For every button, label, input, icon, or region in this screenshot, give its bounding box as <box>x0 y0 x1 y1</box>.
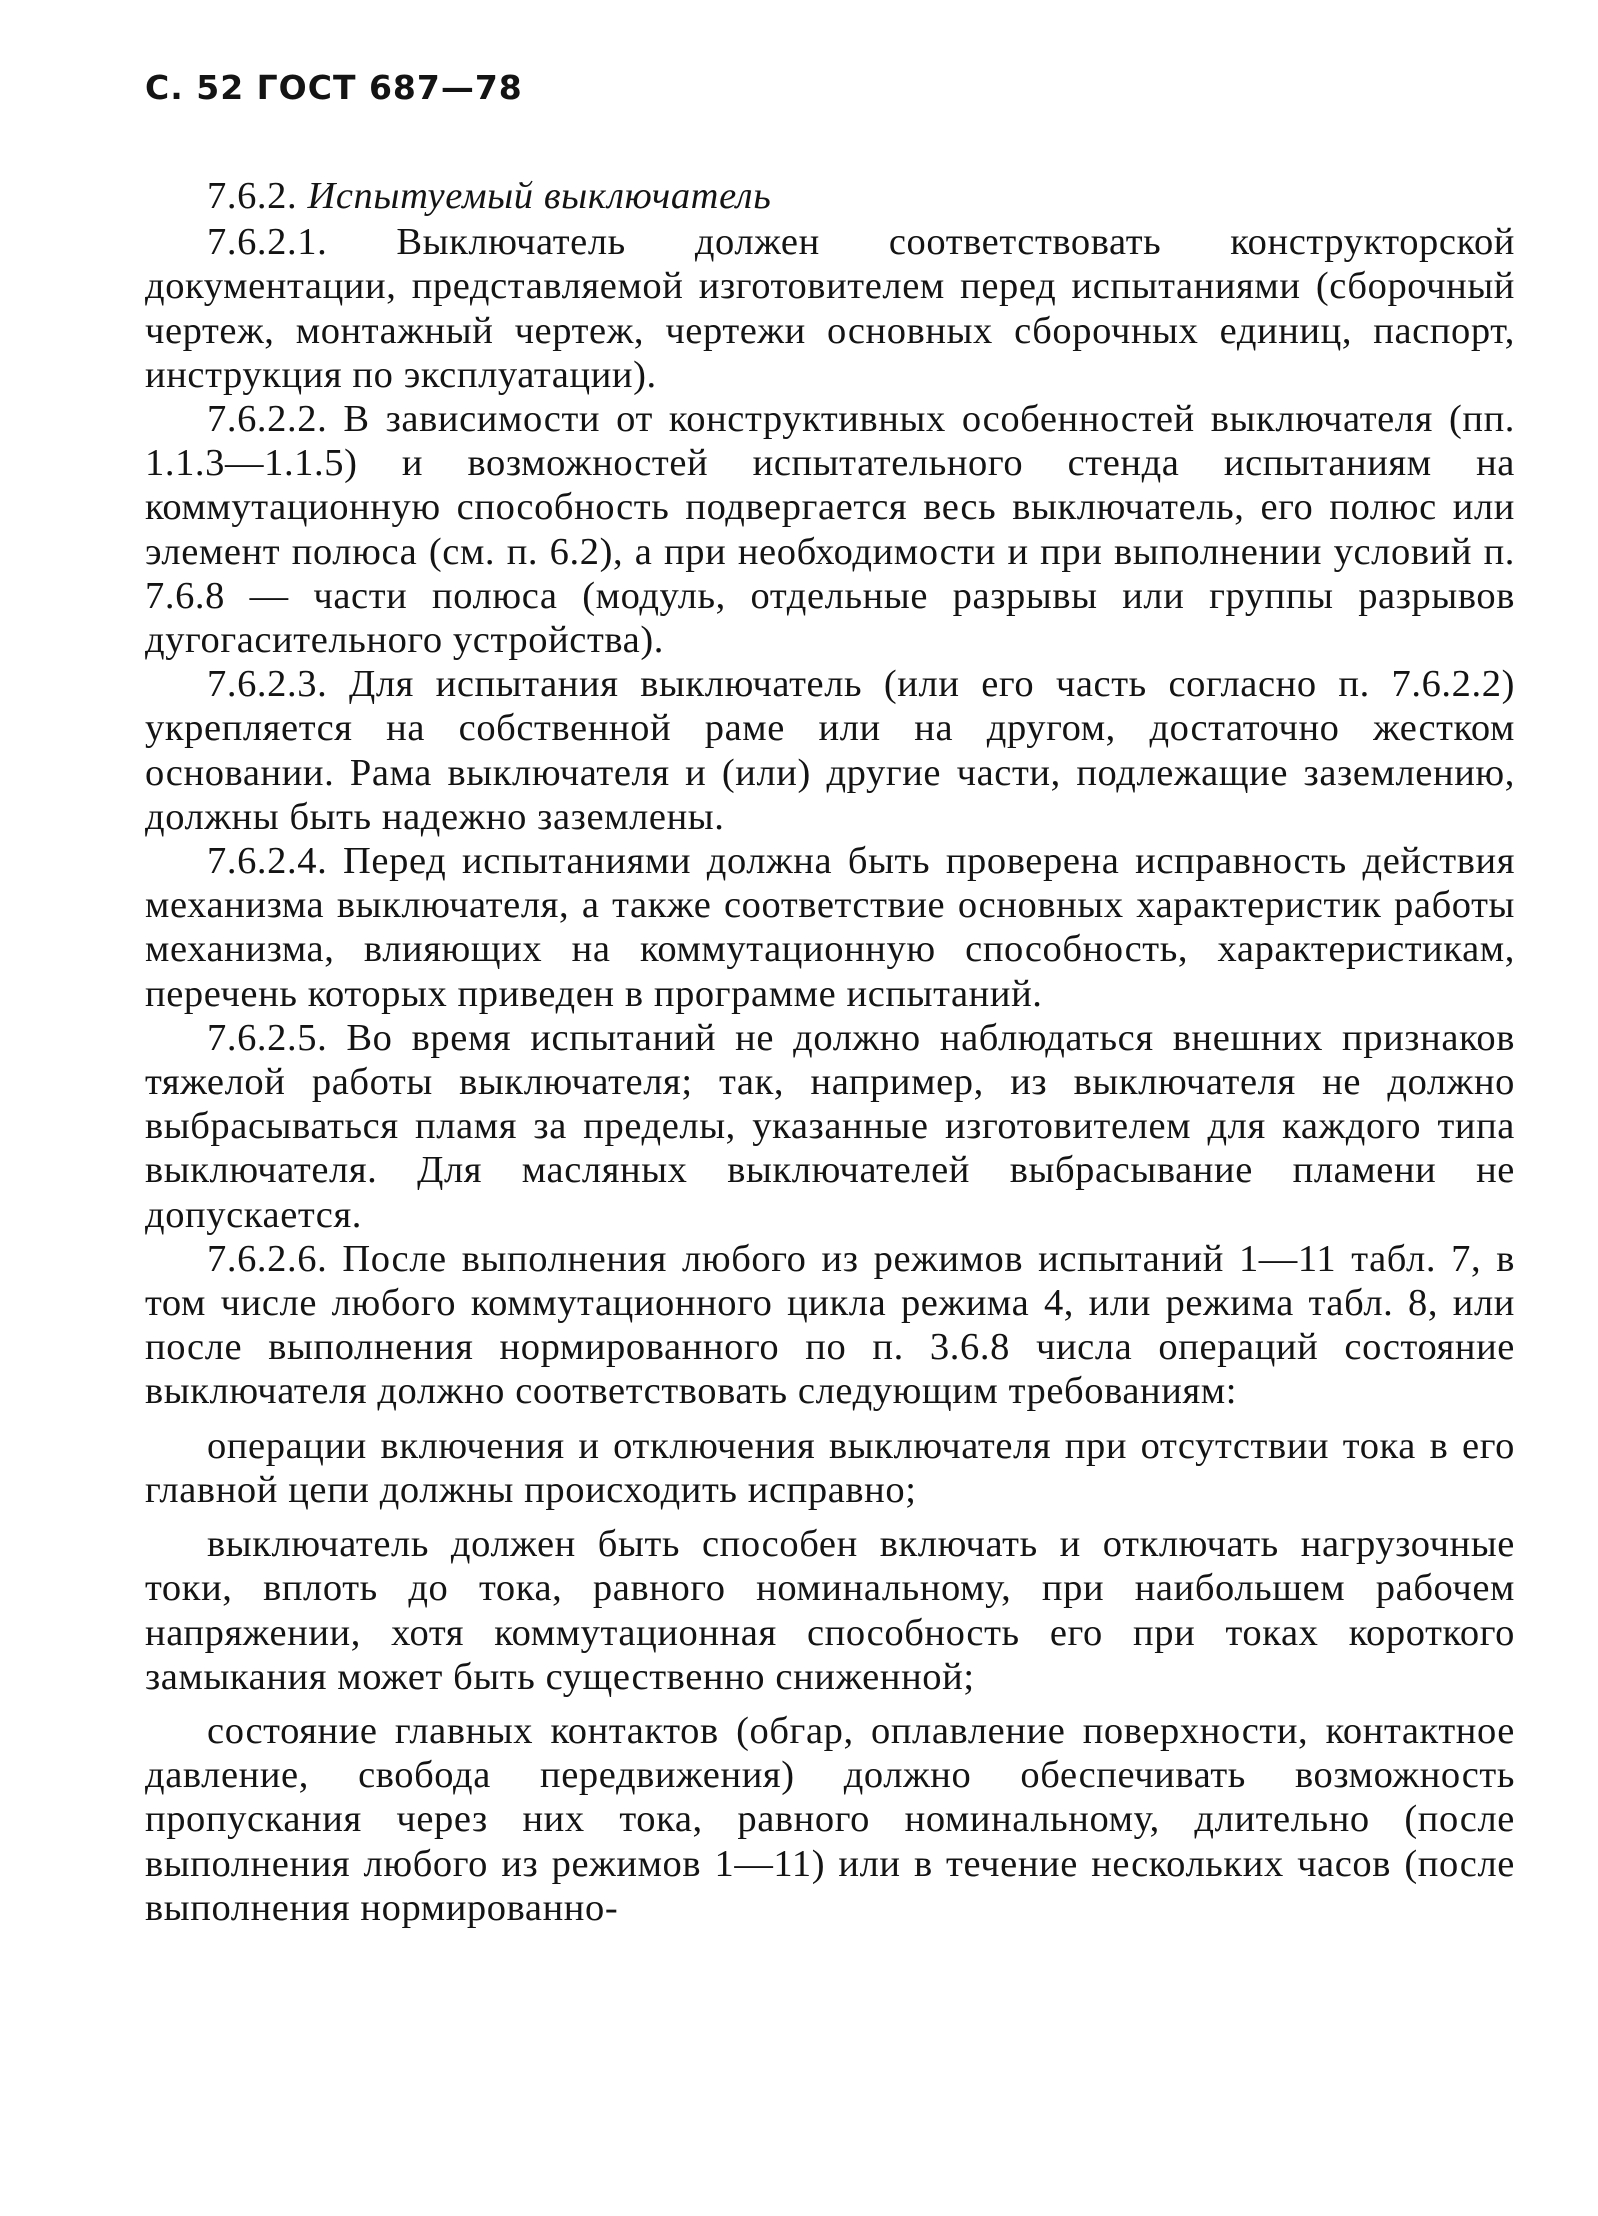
page-header: С. 52 ГОСТ 687—78 <box>145 68 523 107</box>
paragraph-7-6-2-3: 7.6.2.3. Для испытания выключатель (или его часть согласно п. 7.6.2.2) укрепляется на собственной раме или на другом, достаточно жестком основании. Рама выключателя и (или) другие части, подлежащие заземлению, должны быть надежно заземлены. <box>145 663 1515 838</box>
requirement-item: операции включения и отключения выключателя при отсутствии тока в его главной цепи должны происходить исправно; <box>145 1424 1515 1511</box>
requirement-item: состояние главных контактов (обгар, оплавление поверхности, контактное давление, свобода передвижения) должно обеспечивать возможность пропускания через них тока, равного номинальному, длительно (после выполнения любого из режимов 1—11) или в течение нескольких часов (после выполнения нормированно- <box>145 1709 1515 1929</box>
document-page <box>145 68 1515 1930</box>
section-heading <box>145 174 1515 218</box>
section-title: Испытуемый выключатель <box>307 175 772 217</box>
document-body <box>145 174 1515 1930</box>
paragraph-7-6-2-2: 7.6.2.2. В зависимости от конструктивных особенностей выключателя (пп. 1.1.3—1.1.5) и возможностей испытательного стенда испытаниям на коммутационную способность подвергается весь выключатель, его полюс или элемент полюса (см. п. 6.2), а при необходимости и при выполнении условий п. 7.6.8 — части полюса (модуль, отдельные разрывы или группы разрывов дугогасительного устройства). <box>145 398 1515 662</box>
paragraph-7-6-2-5: 7.6.2.5. Во время испытаний не должно наблюдаться внешних признаков тяжелой работы выключателя; так, например, из выключателя не должно выбрасываться пламя за пределы, указанные изготовителем для каждого типа выключателя. Для масляных выключателей выбрасывание пламени не допускается. <box>145 1016 1515 1236</box>
paragraph-7-6-2-1: 7.6.2.1. Выключатель должен соответствовать конструкторской документации, представляемой изготовителем перед испытаниями (сборочный чертеж, монтажный чертеж, чертежи основных сборочных единиц, паспорт, инструкция по эксплуатации). <box>145 221 1515 396</box>
paragraph-7-6-2-6: 7.6.2.6. После выполнения любого из режимов испытаний 1—11 табл. 7, в том числе любого коммутационного цикла режима 4, или режима табл. 8, или после выполнения нормированного по п. 3.6.8 числа операций состояние выключателя должно соответствовать следующим требованиям: <box>145 1237 1515 1413</box>
section-number: 7.6.2. <box>207 175 298 217</box>
requirement-item: выключатель должен быть способен включать и отключать нагрузочные токи, вплоть до тока, равного номинальному, при наибольшем рабочем напряжении, хотя коммутационная способность его при токах короткого замыкания может быть существенно сниженной; <box>145 1523 1515 1698</box>
paragraph-7-6-2-4: 7.6.2.4. Перед испытаниями должна быть проверена исправность действия механизма выключателя, а также соответствие основных характеристик работы механизма, влияющих на коммутационную способность, характеристикам, перечень которых приведен в программе испытаний. <box>145 840 1515 1015</box>
